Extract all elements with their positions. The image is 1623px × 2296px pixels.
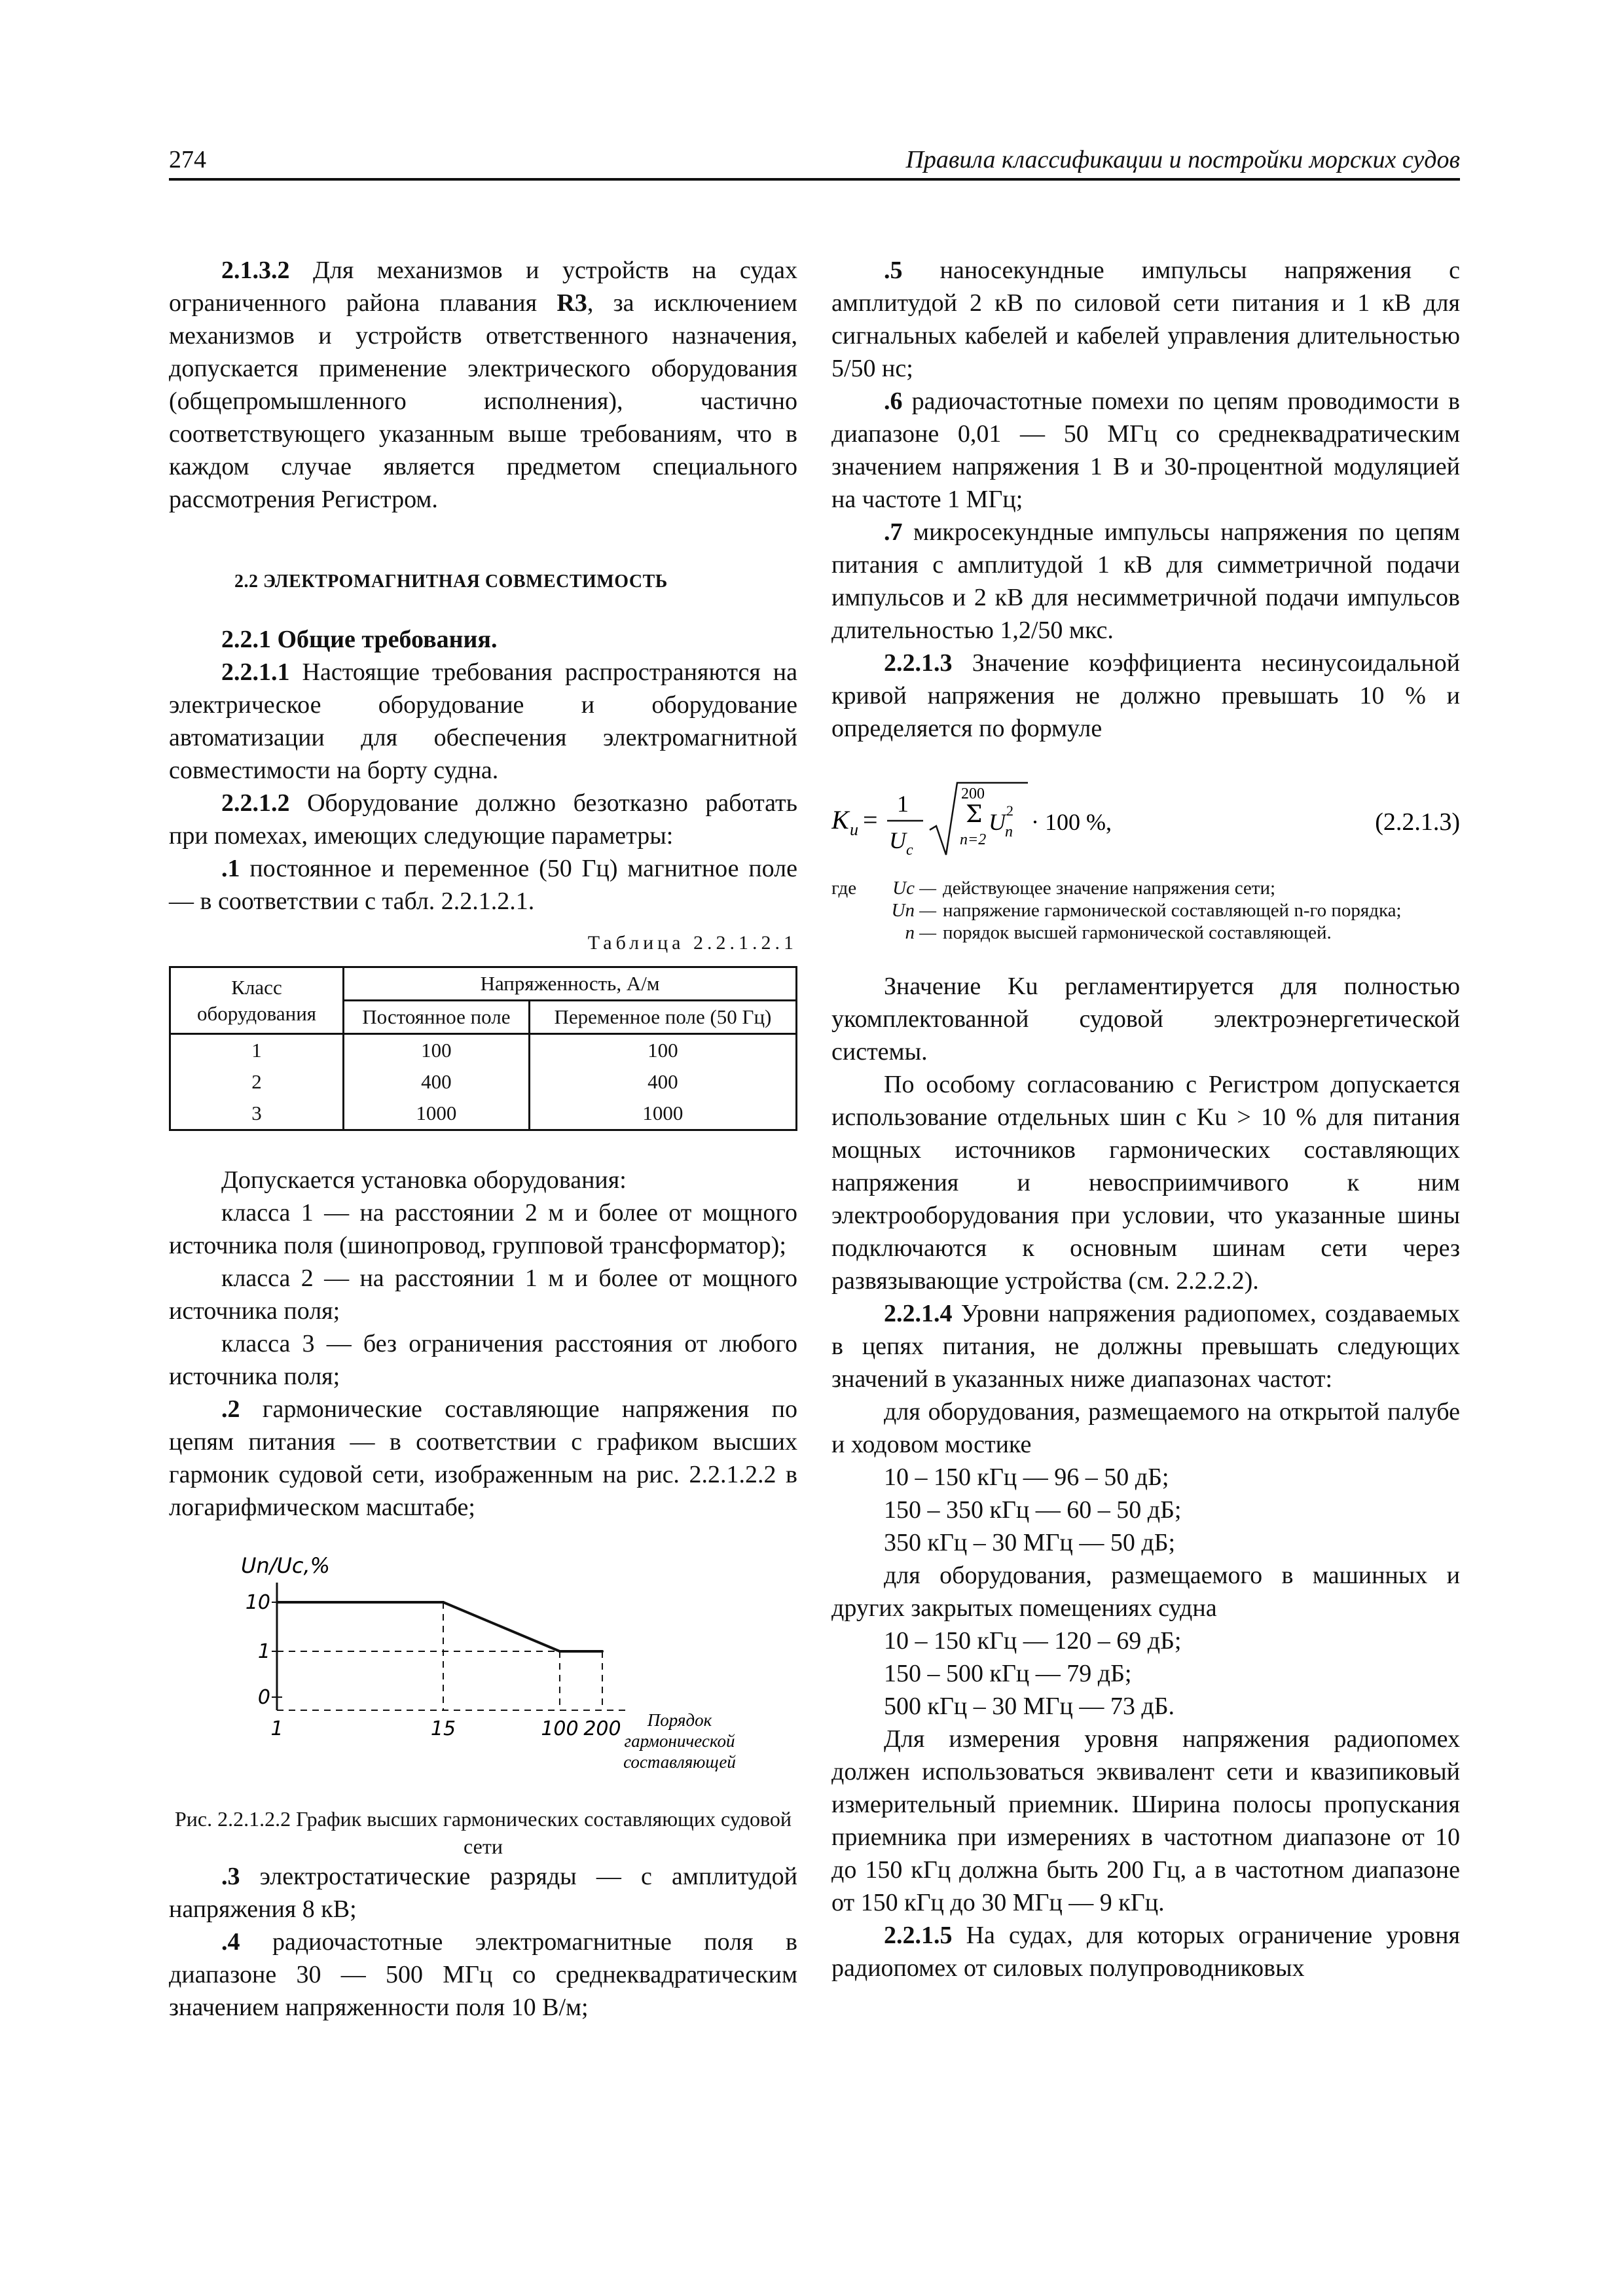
section-heading: 2.2 ЭЛЕКТРОМАГНИТНАЯ СОВМЕСТИМОСТЬ (234, 571, 668, 592)
data-point (276, 1601, 278, 1604)
table-header-ac: Переменное поле (50 Гц) (529, 1001, 796, 1034)
svg-text:u: u (850, 820, 858, 839)
formula-2-2-1-3 (831, 771, 1460, 869)
y-tick-label: 1 (257, 1640, 270, 1663)
x-tick-label: 1 (270, 1717, 283, 1740)
header-rule (169, 178, 1460, 181)
svg-text:n=2: n=2 (960, 831, 987, 848)
item-6: .6 радиочастотные помехи по цепям проводимости в диапазоне 0,01 — 50 МГц со среднеквадратическим значением напряжения 1 В и 30-процентной модуляцией на частоте 1 МГц; (831, 387, 1460, 513)
data-point (442, 1601, 445, 1604)
harmonics-chart (169, 1543, 797, 1805)
y-tick-label: 0 (257, 1686, 270, 1709)
table-row: 2 400 400 (170, 1066, 797, 1098)
right-column (831, 254, 1460, 1984)
paragraph-measurement: Для измерения уровня напряжения радиопомех должен использоваться эквивалент сети и квазипиковый измерительный приемник. Ширина полосы пропускания приемника при измерениях в частотном диапазоне от 10 до 150 кГц должна быть 200 Гц, а в частотном диапазоне от 150 кГц до 30 МГц — 9 кГц. (831, 1725, 1460, 1916)
paragraph-machinery: для оборудования, размещаемого в машинных и других закрытых помещениях судна (831, 1562, 1460, 1622)
figure-caption: Рис. 2.2.1.2.2 График высших гармонических составляющих судовой сети (175, 1807, 792, 1858)
svg-text:200: 200 (961, 785, 985, 802)
item-5: .5 наносекундные импульсы напряжения с амплитудой 2 кВ по силовой сети питания и 1 кВ для сигнальных кабелей и кабелей управления длительностью 5/50 нс; (831, 257, 1460, 382)
formula-legend: где Uc — действующее значение напряжения сети; Un — напряжение гармонической составляющей n-го порядка; n — порядок высшей гармонической составляющей. (831, 878, 1402, 943)
harmonics-chart-svg (169, 1543, 797, 1805)
table-row: 1 100 100 (170, 1034, 797, 1067)
list-item: 10 – 150 кГц — 96 – 50 дБ; (884, 1463, 1169, 1491)
formula-svg (831, 771, 1460, 869)
paragraph-2-2-1-2: 2.2.1.2 Оборудование должно безотказно работать при помехах, имеющих следующие параметры: (169, 789, 797, 850)
table-row: 3 1000 1000 (170, 1098, 797, 1130)
paragraph-2-2-1-4: 2.2.1.4 Уровни напряжения радиопомех, создаваемых в цепях питания, не должны превышать следующих значений в указанных ниже диапазонах частот: (831, 1300, 1460, 1393)
svg-text:=: = (863, 805, 878, 834)
series-line (277, 1602, 602, 1651)
paragraph-2-2-1-5: 2.2.1.5 На судах, для которых ограничение уровня радиопомех от силовых полупроводниковых (831, 1922, 1460, 1982)
paragraph-agreement: По особому согласованию с Регистром допускается использование отдельных шин с Ku > 10 % для питания мощных источников гармонических составляющих напряжения и невосприимчивого к ним электрооборудования при условии, что указанные шины подключаются к основным шинам сети через развязывающие устройства (см. 2.2.2.2). (831, 1071, 1460, 1295)
running-title: Правила классификации и постройки морских судов (905, 146, 1460, 173)
svg-text:c: c (906, 842, 913, 859)
paragraph-allowed: Допускается установка оборудования: (221, 1166, 627, 1194)
x-tick-label: 100 (541, 1717, 579, 1740)
item-2: .2 гармонические составляющие напряжения по цепям питания — в соответствии с графиком высших гармоник судовой сети, изображенным на рис. 2.2.1.2.2 в логарифмическом масштабе; (169, 1395, 797, 1521)
item-7: .7 микросекундные импульсы напряжения по цепям питания с амплитудой 1 кВ для симметричной подачи импульсов и 2 кВ для несимметричной подачи импульсов длительностью 1,2/50 мкс. (831, 518, 1460, 644)
magnetic-field-table (169, 966, 797, 1131)
left-column (169, 254, 797, 2024)
list-item: 350 кГц – 30 МГц — 50 дБ; (884, 1529, 1176, 1556)
paragraph-class-3: класса 3 — без ограничения расстояния от любого источника поля; (169, 1330, 797, 1390)
y-axis-label: Un/Uc,% (241, 1553, 331, 1578)
svg-text:U: U (889, 827, 906, 853)
svg-text:n: n (1005, 823, 1013, 840)
svg-text:U: U (989, 809, 1006, 835)
x-axis-label: Порядок гармонической составляющей (623, 1710, 736, 1772)
svg-text:· 100 %,: · 100 %, (1031, 809, 1112, 835)
paragraph-2-2-1-3: 2.2.1.3 Значение коэффициента несинусоидальной кривой напряжения не должно превышать 10 % и определяется по формуле (831, 649, 1460, 742)
list-item: 150 – 500 кГц — 79 дБ; (884, 1660, 1132, 1687)
table-header-dc: Постоянное поле (344, 1001, 530, 1034)
paragraph-open-deck: для оборудования, размещаемого на открытой палубе и ходовом мостике (831, 1398, 1460, 1458)
paragraph-2-1-3-2: 2.1.3.2 Для механизмов и устройств на судах ограниченного района плавания R3, за исключением механизмов и устройств ответственного назначения, допускается применение электрического оборудования (общепромышленного исполнения), частично соответствующего указанным выше требованиям, что в каждом случае является предметом специального рассмотрения Регистром. (169, 257, 797, 513)
list-item: 150 – 350 кГц — 60 – 50 дБ; (884, 1496, 1182, 1524)
svg-text:1: 1 (897, 791, 909, 817)
x-tick-label: 15 (430, 1717, 456, 1740)
item-3: .3 электростатические разряды — с амплитудой напряжения 8 кВ; (169, 1863, 797, 1923)
paragraph-class-1: класса 1 — на расстоянии 2 м и более от мощного источника поля (шинопровод, групповой трансформатор); (169, 1199, 797, 1259)
paragraph-2-2-1-1: 2.2.1.1 Настоящие требования распространяются на электрическое оборудование и оборудование автоматизации для обеспечения электромагнитной совместимости на борту судна. (169, 658, 797, 784)
x-tick-label: 200 (583, 1717, 621, 1740)
item-1: .1 постоянное и переменное (50 Гц) магнитное поле — в соответствии с табл. 2.2.1.2.1. (169, 855, 797, 915)
svg-text:(2.2.1.3): (2.2.1.3) (1375, 808, 1460, 836)
paragraph-class-2: класса 2 — на расстоянии 1 м и более от мощного источника поля; (169, 1265, 797, 1325)
svg-text:K: K (831, 805, 849, 834)
page-number: 274 (169, 146, 206, 173)
subsection-heading: 2.2.1 Общие требования. (221, 626, 498, 653)
table-header-class: Класс оборудования (170, 967, 344, 1034)
data-point (601, 1650, 604, 1653)
svg-text:2: 2 (1006, 802, 1013, 819)
paragraph-ku: Значение Ku регламентируется для полностью укомплектованной судовой электроэнергетической системы. (831, 973, 1460, 1066)
list-item: 10 – 150 кГц — 120 – 69 дБ; (884, 1627, 1182, 1655)
list-item: 500 кГц – 30 МГц — 73 дБ. (884, 1693, 1175, 1720)
table-caption: Таблица 2.2.1.2.1 (587, 932, 797, 954)
table-header-strength: Напряженность, А/м (344, 967, 797, 1001)
item-4: .4 радиочастотные электромагнитные поля в диапазоне 30 — 500 МГц со среднеквадратическим значением напряженности поля 10 В/м; (169, 1928, 797, 2021)
y-tick-label: 10 (245, 1591, 270, 1614)
svg-text:Σ: Σ (966, 801, 983, 828)
data-point (558, 1650, 561, 1653)
